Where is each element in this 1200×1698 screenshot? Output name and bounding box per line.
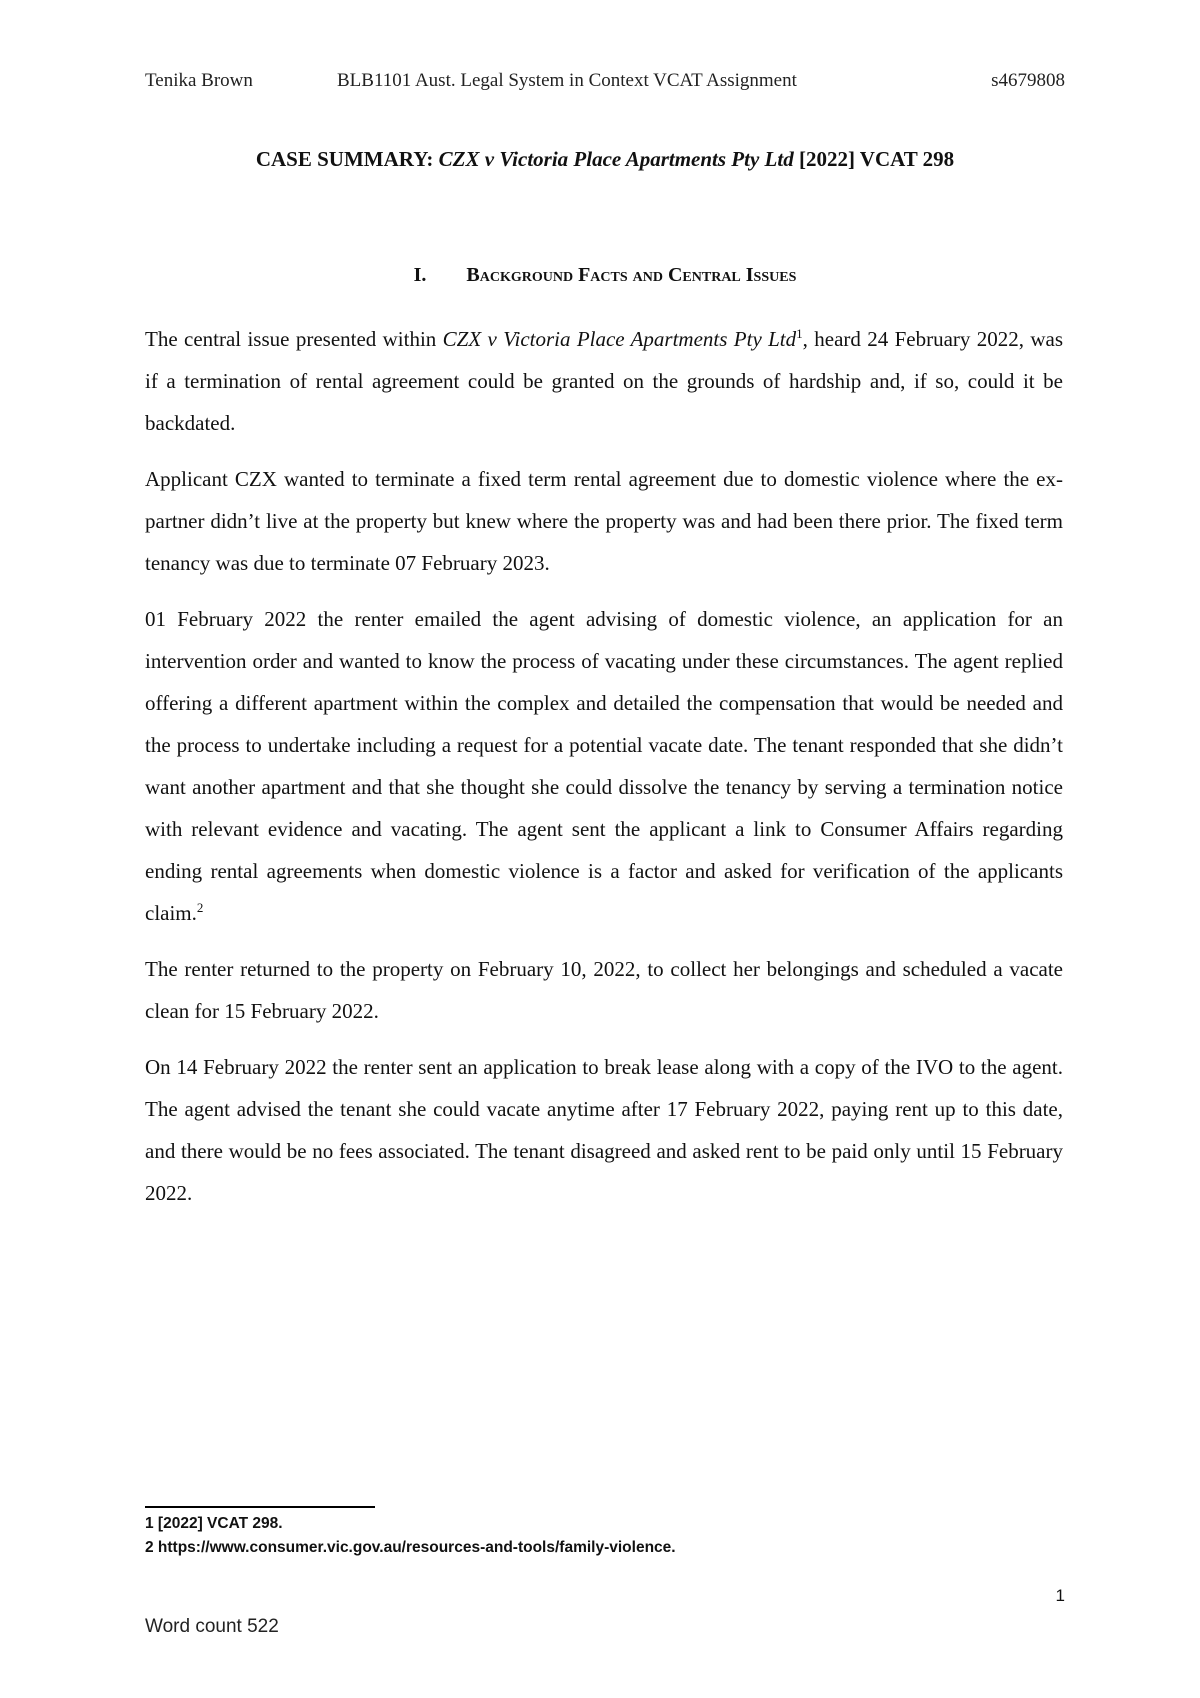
page-number: 1: [1055, 1586, 1065, 1605]
title-prefix: CASE SUMMARY:: [255, 147, 439, 171]
paragraph-4: The renter returned to the property on February 10, 2022, to collect her belongings and scheduled a vacate clean for 15 February 2022.: [145, 957, 1063, 1023]
paragraph-1-rest: , heard 24 February 2022, was if a termination of rental agreement could be granted on the grounds of hardship and, if so, could it be backdated.: [145, 327, 1063, 435]
word-count: Word count 522: [145, 1616, 279, 1637]
footnotes: [145, 1512, 1045, 1560]
document-body: [145, 318, 1063, 1228]
title-case-name: CZX v Victoria Place Apartments Pty Ltd: [438, 147, 794, 171]
footnote-1: 1 [2022] VCAT 298.: [145, 1515, 283, 1532]
paragraph-1-lead: The central issue presented within: [145, 327, 443, 351]
footnote-separator: [145, 1506, 375, 1508]
footnote-ref-2[interactable]: 2: [196, 900, 204, 915]
section-heading: [145, 264, 1065, 287]
paragraph-5: On 14 February 2022 the renter sent an application to break lease along with a copy of the IVO to the agent. The agent advised the tenant she could vacate anytime after 17 February 2022, paying rent up to this date, and there would be no fees associated. The tenant disagreed and asked rent to be paid only until 15 February 2022.: [145, 1055, 1063, 1205]
paragraph-3: [145, 598, 1063, 934]
footnote-ref-1[interactable]: 1: [796, 326, 803, 341]
paragraph-1: [145, 318, 1063, 444]
section-title: Background Facts and Central Issues: [466, 264, 797, 286]
page-header: [145, 70, 1065, 98]
header-student-id: s4679808: [991, 70, 1065, 91]
document-title: [145, 147, 1065, 172]
paragraph-2: Applicant CZX wanted to terminate a fixed term rental agreement due to domestic violence where the ex-partner didn’t live at the property but knew where the property was and had been there prior. The fixed term tenancy was due to terminate 07 February 2023.: [145, 467, 1063, 575]
title-citation: [2022] VCAT 298: [793, 147, 955, 171]
paragraph-3-text: 01 February 2022 the renter emailed the agent advising of domestic violence, an application for an intervention order and wanted to know the process of vacating under these circumstances. The agent replied offering a different apartment within the complex and detailed the compensation that would be needed and the process to undertake including a request for a potential vacate date. The tenant responded that she didn’t want another apartment and that she thought she could dissolve the tenancy by serving a termination notice with relevant evidence and vacating. The agent sent the applicant a link to Consumer Affairs regarding ending rental agreements when domestic violence is a factor and asked for verification of the applicants claim.: [145, 607, 1063, 925]
footnote-2[interactable]: 2 https://www.consumer.vic.gov.au/resources-and-tools/family-violence.: [145, 1539, 676, 1556]
paragraph-1-case-name: CZX v Victoria Place Apartments Pty Ltd: [442, 327, 797, 351]
header-author: Tenika Brown: [145, 70, 253, 91]
section-number: I.: [413, 264, 427, 286]
header-course: BLB1101 Aust. Legal System in Context VCAT Assignment: [337, 70, 797, 91]
